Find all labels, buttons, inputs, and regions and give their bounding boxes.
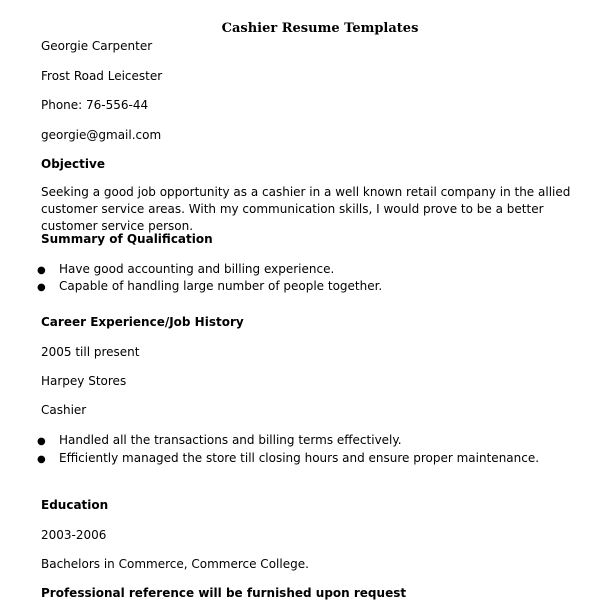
list-item bbox=[37, 432, 402, 450]
reference-note: Professional reference will be furnished upon request bbox=[41, 586, 407, 600]
list-item bbox=[37, 450, 539, 468]
contact-name: Georgie Carpenter bbox=[41, 39, 153, 53]
contact-address: Frost Road Leicester bbox=[41, 69, 163, 83]
list-item bbox=[37, 278, 382, 296]
objective-text: Seeking a good job opportunity as a cashier in a well known retail company in the allied customer service areas. With my communication skills, I would prove to be a better customer service person. bbox=[41, 185, 571, 233]
bullet-icon: ● bbox=[37, 265, 46, 276]
bullet-icon: ● bbox=[37, 282, 46, 293]
career-role: Cashier bbox=[41, 403, 87, 417]
qualification-heading: Summary of Qualification bbox=[41, 232, 213, 246]
education-heading: Education bbox=[41, 498, 109, 512]
career-heading: Career Experience/Job History bbox=[41, 315, 244, 329]
document-title: Cashier Resume Templates bbox=[221, 21, 419, 36]
career-period: 2005 till present bbox=[41, 345, 140, 359]
objective-heading: Objective bbox=[41, 157, 105, 171]
bullet-icon: ● bbox=[37, 454, 46, 465]
contact-phone: Phone: 76-556-44 bbox=[41, 98, 149, 112]
education-years: 2003-2006 bbox=[41, 528, 107, 542]
list-item-text: Handled all the transactions and billing terms effectively. bbox=[59, 433, 402, 447]
education-degree: Bachelors in Commerce, Commerce College. bbox=[41, 557, 309, 571]
list-item-text: Efficiently managed the store till closing hours and ensure proper maintenance. bbox=[59, 451, 540, 465]
career-company: Harpey Stores bbox=[41, 374, 127, 388]
list-item-text: Have good accounting and billing experience. bbox=[59, 262, 335, 276]
contact-email: georgie@gmail.com bbox=[41, 128, 162, 142]
list-item bbox=[37, 261, 334, 279]
list-item-text: Capable of handling large number of people together. bbox=[59, 279, 383, 293]
bullet-icon: ● bbox=[37, 436, 46, 447]
